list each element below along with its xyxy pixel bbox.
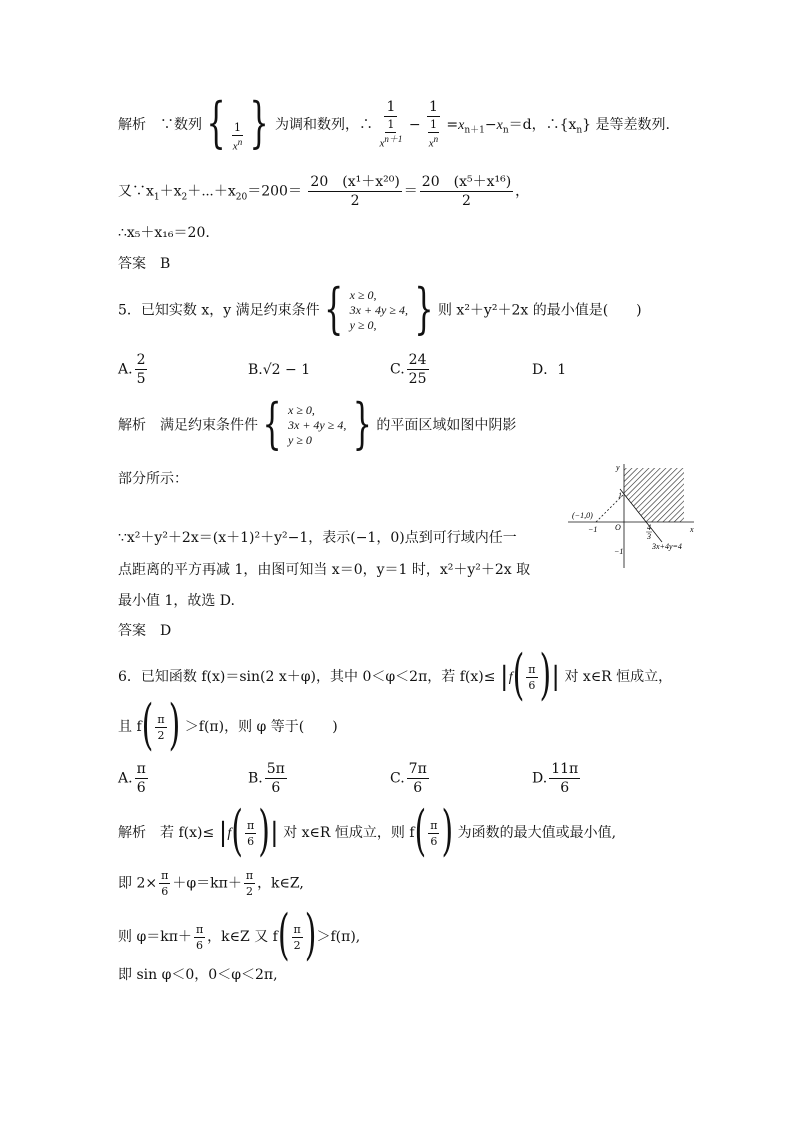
fraction <box>135 762 148 795</box>
abs-bar: | <box>551 662 561 692</box>
abs-bar: | <box>269 818 279 848</box>
sub: n <box>502 125 509 136</box>
sub: n <box>576 125 583 136</box>
paren: ) <box>539 644 552 708</box>
paren: ( <box>277 904 290 968</box>
line-label: 3x+4y=4 <box>652 542 682 551</box>
f: f <box>227 826 232 841</box>
denominator <box>428 117 439 150</box>
numerator: 7π <box>408 761 427 777</box>
fraction <box>232 122 243 153</box>
text: 则 φ＝kπ＋ <box>118 929 192 945</box>
text: ＝ <box>403 183 418 200</box>
numerator: π <box>430 818 438 832</box>
abs-bar: | <box>499 662 509 692</box>
constraint: 3x + 4y ≥ 4, <box>288 418 347 432</box>
paren: ) <box>304 904 317 968</box>
brace: { <box>206 92 226 156</box>
option-c <box>390 762 431 795</box>
fraction <box>135 353 148 386</box>
numerator: π <box>161 869 169 882</box>
text: 解析 若 f(x)≤ <box>118 825 215 841</box>
option-b <box>248 762 289 795</box>
brace: { <box>324 278 344 342</box>
label: A. <box>118 361 133 378</box>
exp: n <box>433 134 439 144</box>
label: C. <box>390 361 405 378</box>
numerator: 1 <box>386 99 396 115</box>
q6-stem <box>118 644 673 708</box>
x-label: x <box>690 525 694 534</box>
numerator: 1 <box>234 120 241 134</box>
numerator: 5π <box>266 761 285 777</box>
text: 6．已知函数 f(x)＝sin(2 x＋φ)，其中 0＜φ＜2π，若 f(x)≤ <box>118 669 496 685</box>
sub: 20 <box>235 192 248 203</box>
solution-line-3: ∴x₅＋x₁₆＝20. <box>118 225 210 241</box>
x-neg1-label: −1 <box>588 525 598 534</box>
sub: n＋1 <box>464 125 485 136</box>
label: D. <box>532 770 548 787</box>
fraction <box>428 820 439 847</box>
exp: n＋1 <box>384 134 403 144</box>
text: } 是等差数列. <box>582 116 670 133</box>
numerator: 20 (x¹＋x²⁰) <box>310 174 400 190</box>
paren: ( <box>141 694 154 758</box>
numerator: 1 <box>387 118 395 131</box>
denominator: 6 <box>528 678 536 692</box>
text: 则 x²＋y²＋2x 的最小值是( ) <box>437 302 642 319</box>
numerator: 24 <box>408 352 427 368</box>
numerator: π <box>528 662 536 676</box>
numerator: 2 <box>136 352 146 368</box>
constraint: x ≥ 0, <box>288 403 315 417</box>
denominator: 2 <box>293 938 301 952</box>
fraction <box>407 762 429 795</box>
denominator: 2 <box>350 193 360 209</box>
q5-solution-1 <box>118 393 517 457</box>
x: x <box>428 137 434 150</box>
text: 解析 满足约束条件件 <box>118 417 258 434</box>
fraction <box>292 924 303 951</box>
denominator <box>379 117 402 150</box>
denominator: 6 <box>161 885 169 898</box>
fraction <box>245 820 256 847</box>
numerator: π <box>245 869 254 882</box>
origin-label: O <box>615 523 621 532</box>
q5-solution-2: 部分所示： <box>118 471 188 487</box>
option-d: D．1 <box>532 362 567 378</box>
numerator: π <box>195 922 204 936</box>
fraction <box>194 924 205 951</box>
paren: ) <box>258 800 270 864</box>
point-label: (−1,0) <box>572 511 593 520</box>
denominator: 6 <box>560 780 570 796</box>
option-a <box>118 762 150 795</box>
fraction <box>549 762 580 795</box>
q6-solution-4: 即 sin φ＜0，0＜φ＜2π, <box>118 967 278 983</box>
paren: ( <box>512 644 525 708</box>
compound-fraction-2 <box>427 100 440 150</box>
y-label: y <box>616 463 620 472</box>
q5-stem <box>118 278 642 342</box>
x: x <box>458 117 465 133</box>
answer-5: 答案 D <box>118 623 172 639</box>
numerator: 11π <box>551 761 579 777</box>
fraction <box>265 762 287 795</box>
paren: ( <box>231 800 244 864</box>
constraint: x ≥ 0, <box>349 288 377 302</box>
fraction <box>526 664 537 691</box>
minus: − <box>408 116 421 133</box>
numerator: π <box>157 712 165 726</box>
text: ， <box>515 183 530 200</box>
constraint: y ≥ 0 <box>288 433 312 447</box>
shaded-region <box>624 468 684 522</box>
text: 又∵x <box>118 183 154 200</box>
numerator: 1 <box>429 99 438 115</box>
q6-line-2 <box>118 694 338 758</box>
denominator: 2 <box>157 728 165 742</box>
label: C. <box>390 770 405 787</box>
option-c <box>390 353 431 386</box>
fraction <box>407 353 429 386</box>
text: 对 x∈R 恒成立， <box>564 669 673 685</box>
denominator: 6 <box>430 834 438 848</box>
text: 解析 ∵数列 <box>118 116 202 133</box>
feasible-region-figure <box>566 460 698 570</box>
text: 5．已知实数 x，y 满足约束条件 <box>118 302 320 319</box>
numerator: 1 <box>429 118 437 131</box>
numerator: π <box>136 761 146 777</box>
denominator: 2 <box>462 193 471 209</box>
text: ＞f(π)，则 φ 等于( ) <box>184 719 338 735</box>
exp: n <box>237 136 243 147</box>
sub: 2 <box>181 192 188 203</box>
brace: { <box>262 393 282 457</box>
q6-solution-2 <box>118 870 304 897</box>
q5-solution-4: 点距离的平方再减 1，由图可知当 x＝0，y＝1 时，x²＋y²＋2x 取 <box>118 562 531 578</box>
text: ＋⋯＋x <box>187 183 236 200</box>
denominator: 6 <box>196 938 204 952</box>
text: 为函数的最大值或最小值, <box>457 825 617 841</box>
paren: ) <box>441 800 454 864</box>
denominator <box>233 136 242 153</box>
text: 为调和数列，∴ <box>275 116 373 133</box>
brace: } <box>414 278 434 342</box>
numerator: 20 (x⁵＋x¹⁶) <box>421 174 512 190</box>
y-neg1-label: −1 <box>614 547 624 556</box>
f: f <box>508 670 513 685</box>
fraction <box>159 870 170 897</box>
denominator <box>379 133 402 150</box>
fraction <box>420 175 513 208</box>
compound-fraction-1 <box>379 100 402 150</box>
denominator: 6 <box>136 780 146 796</box>
q6-solution-3 <box>118 904 361 968</box>
q5-solution-5: 最小值 1，故选 D. <box>118 593 235 609</box>
four-thirds-den: 3 <box>647 532 651 541</box>
denominator: 25 <box>408 371 427 387</box>
label: B. <box>248 770 263 787</box>
denominator: 5 <box>136 371 146 387</box>
x: x <box>496 117 503 133</box>
constraint: 3x + 4y ≥ 4, <box>349 303 408 317</box>
y-one-label: 1 <box>618 491 622 500</box>
text: ，k∈Z 又 f <box>207 929 278 945</box>
brace: } <box>352 393 372 457</box>
label: A. <box>118 770 133 787</box>
text: ＝200＝ <box>247 183 302 200</box>
paren: ( <box>414 800 427 864</box>
option-d <box>532 762 582 795</box>
x: x <box>379 137 385 150</box>
fraction <box>244 870 255 897</box>
text: ＋φ＝kπ＋ <box>172 875 242 892</box>
denominator: 6 <box>413 780 423 796</box>
fraction <box>308 175 401 208</box>
paren: ) <box>168 694 181 758</box>
four-thirds-num: 4 <box>647 523 651 532</box>
solution-line-1 <box>118 92 670 156</box>
text: ＝d，∴{x <box>508 116 577 133</box>
text: 对 x∈R 恒成立，则 f <box>283 825 415 841</box>
solution-line-2 <box>118 175 529 208</box>
minus: − <box>484 116 497 133</box>
text: ，k∈Z, <box>257 875 304 892</box>
constraint: y ≥ 0, <box>349 318 377 332</box>
text: 即 2× <box>118 875 158 892</box>
denominator <box>429 133 438 150</box>
abs-bar: | <box>218 818 228 848</box>
brace: } <box>249 92 269 156</box>
denominator: 6 <box>247 834 255 848</box>
text: = <box>446 116 459 133</box>
q5-solution-3: ∵x²＋y²＋2x＝(x＋1)²＋y²−1，表示(−1，0)点到可行域内任一 <box>118 530 517 546</box>
text: ＞f(π), <box>316 929 361 945</box>
x: x <box>232 140 238 153</box>
option-b: B.√2 − 1 <box>248 362 311 378</box>
answer-4: 答案 B <box>118 256 171 272</box>
option-a <box>118 353 149 386</box>
q6-solution-1 <box>118 800 617 864</box>
sub: 1 <box>153 192 160 203</box>
denominator: 6 <box>271 780 281 796</box>
constraint-system <box>350 288 408 333</box>
fraction <box>155 714 166 741</box>
numerator: π <box>293 922 301 936</box>
constraint-system <box>288 403 346 448</box>
text: 且 f <box>118 719 142 735</box>
numerator: π <box>247 818 255 832</box>
text: ＋x <box>159 183 182 200</box>
denominator: 2 <box>245 885 253 898</box>
text: 的平面区域如图中阴影 <box>376 417 517 434</box>
